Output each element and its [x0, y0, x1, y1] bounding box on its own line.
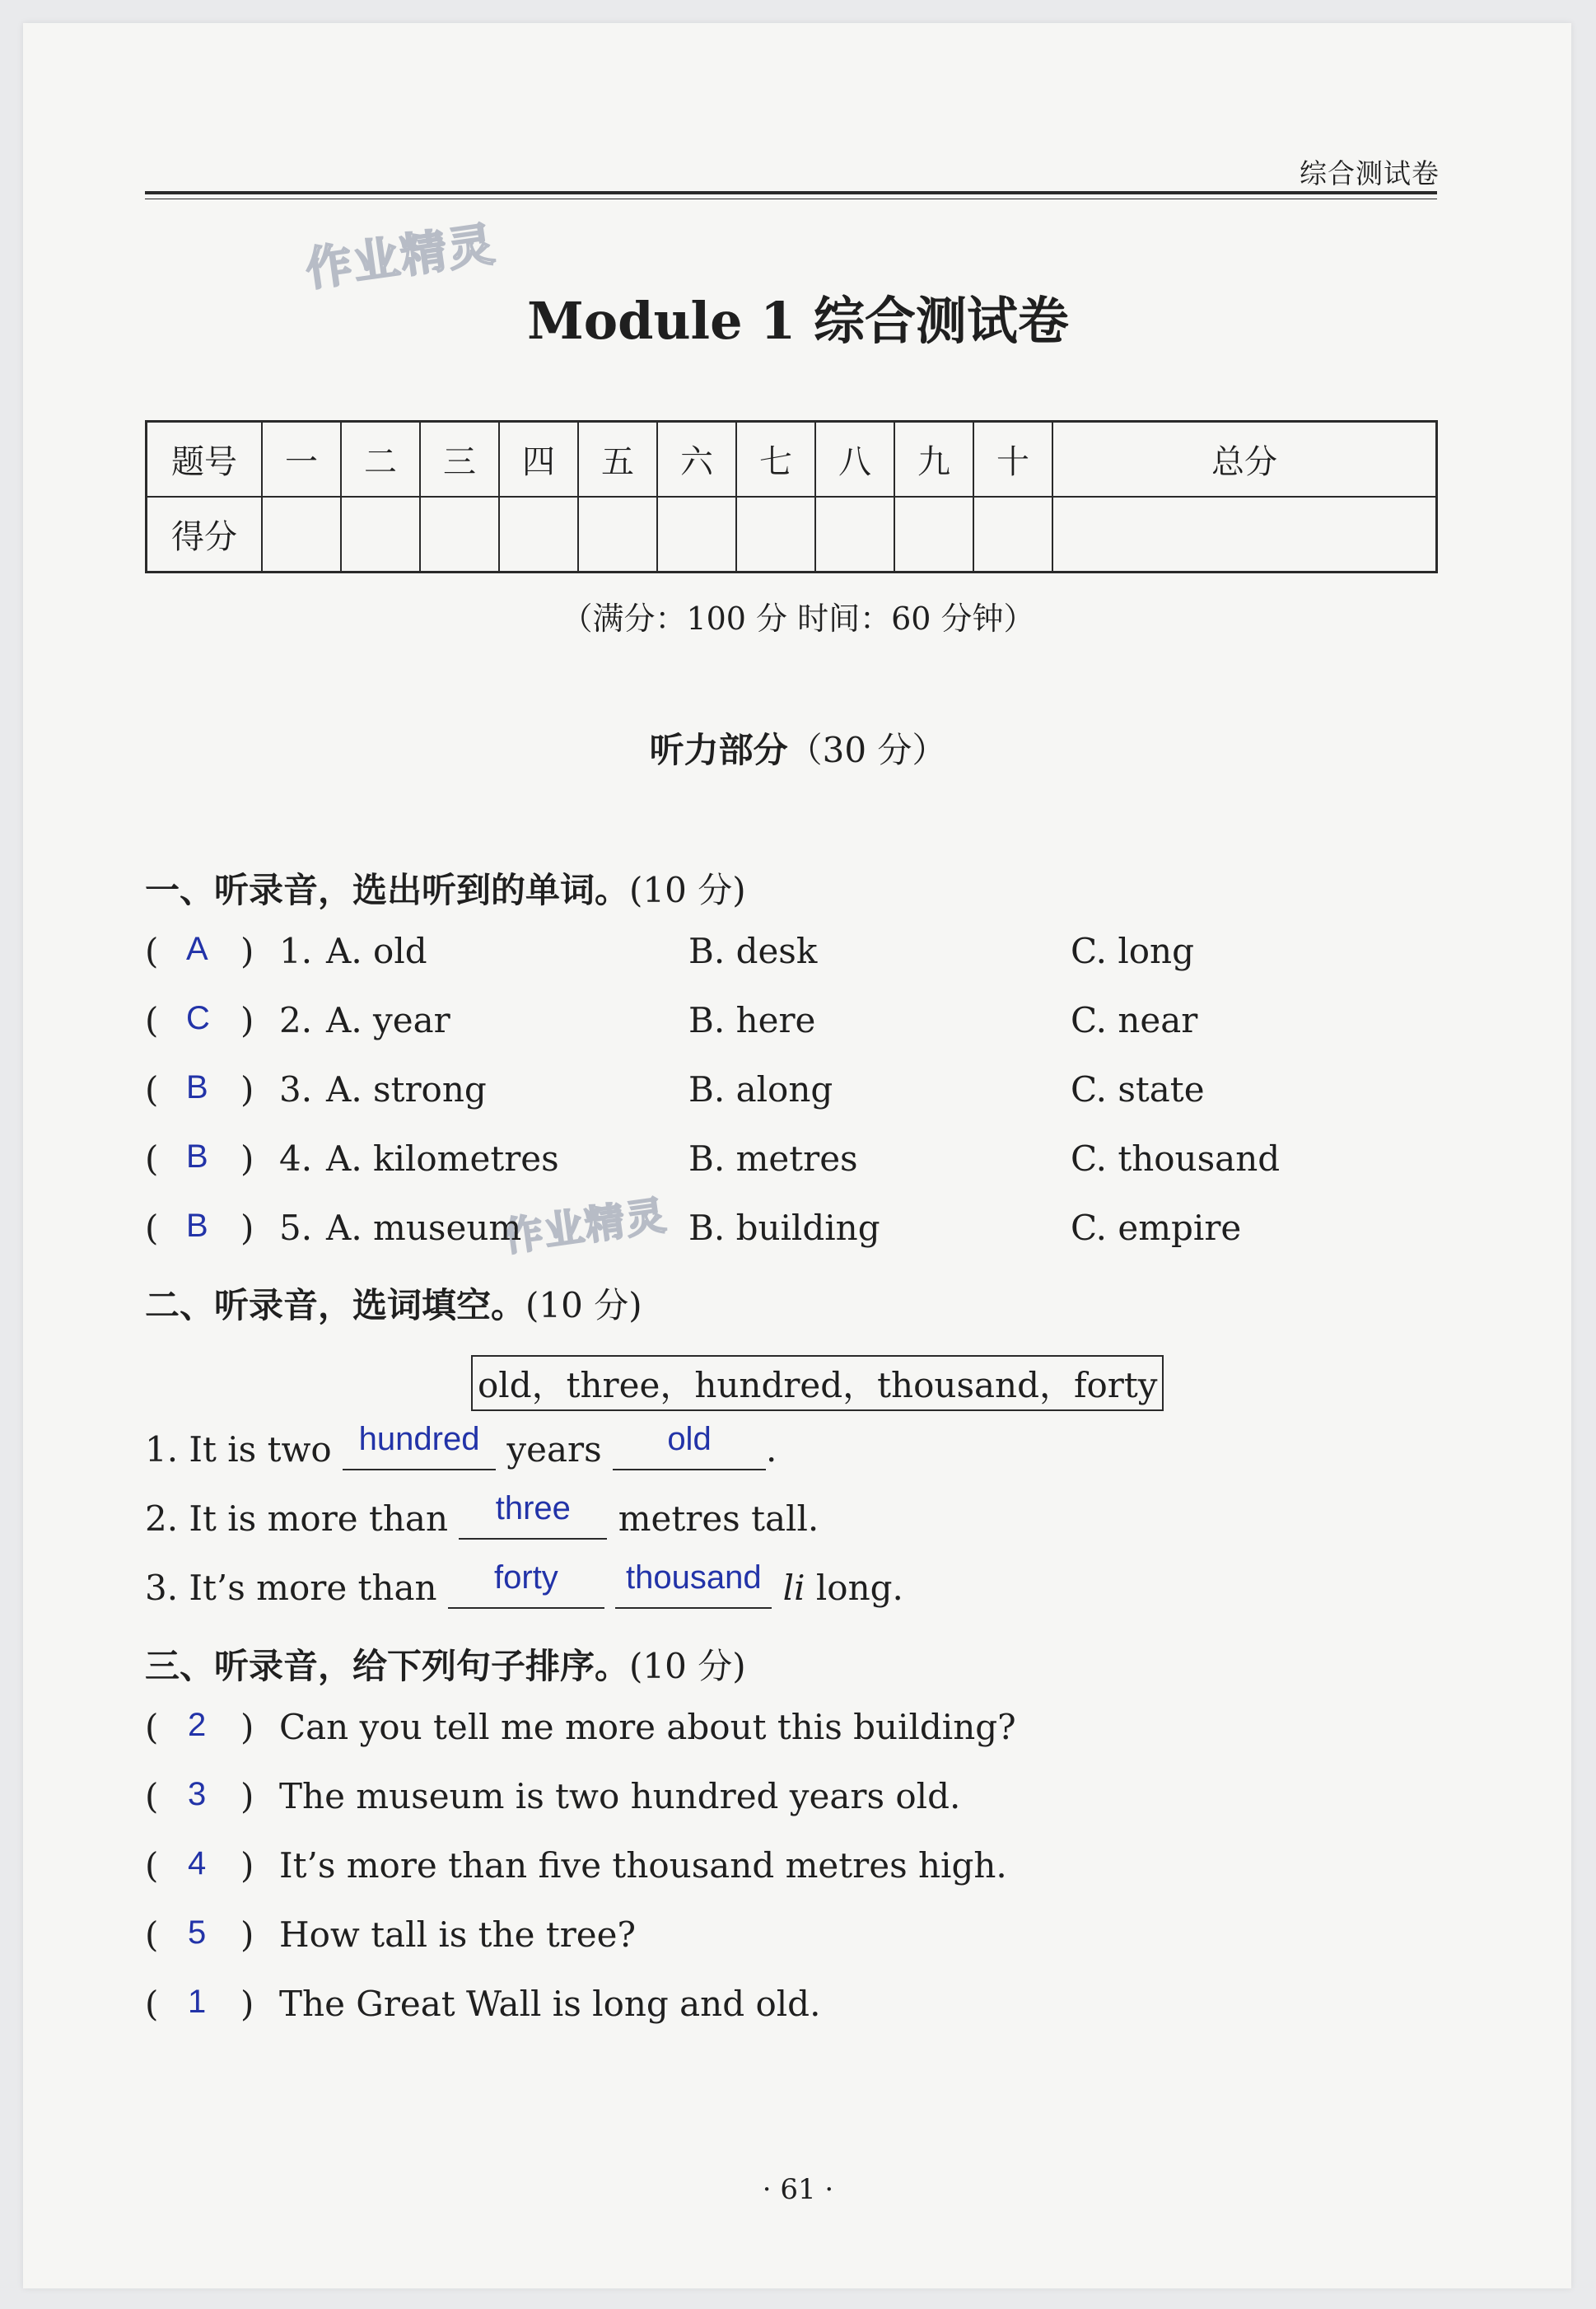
- option-b: B. desk: [688, 931, 818, 971]
- handwritten-answer: forty: [494, 1559, 558, 1596]
- handwritten-answer: B: [186, 1208, 208, 1244]
- score-cell: 二: [341, 422, 420, 498]
- page-title: Module 1 综合测试卷: [527, 291, 1069, 351]
- fill-sentence: [145, 1559, 903, 1609]
- score-row-label: 得分: [147, 497, 263, 573]
- sentence-text: 1. It is two: [145, 1429, 343, 1470]
- question-points: (10 分): [525, 1285, 642, 1325]
- score-cell: 六: [657, 422, 736, 498]
- option-b: B. metres: [688, 1138, 858, 1179]
- score-cell: 题号: [147, 422, 263, 498]
- paren-open: (: [145, 1845, 159, 1886]
- score-blank-cell: [973, 497, 1052, 573]
- handwritten-answer: 2: [188, 1707, 207, 1743]
- question-heading: [145, 1278, 642, 1328]
- sentence-text: 2. It is more than: [145, 1498, 460, 1539]
- order-row: [145, 1776, 1463, 1825]
- option-c: C. near: [1071, 1000, 1198, 1040]
- handwritten-answer: B: [186, 1069, 208, 1105]
- item-number: 5.: [279, 1208, 313, 1248]
- option-b: B. building: [688, 1208, 880, 1248]
- question-heading: [145, 863, 746, 913]
- handwritten-answer: old: [667, 1421, 712, 1457]
- handwritten-answer: 4: [188, 1845, 207, 1881]
- order-sentence: It’s more than five thousand metres high.: [279, 1845, 1007, 1886]
- option-a: A. museum: [326, 1208, 522, 1248]
- paren-close: ): [240, 1914, 254, 1955]
- section-name: 听力部分: [649, 730, 788, 770]
- score-blank-cell: [815, 497, 894, 573]
- paren-close: ): [240, 1776, 254, 1816]
- header-rule: [145, 191, 1437, 194]
- score-cell: 七: [736, 422, 815, 498]
- score-blank-cell: [341, 497, 420, 573]
- answer-blank: [343, 1421, 496, 1470]
- option-c: C. empire: [1071, 1208, 1242, 1248]
- word-bank-box: old，three，hundred，thousand，forty: [471, 1355, 1164, 1411]
- question-heading: [145, 1639, 746, 1689]
- exam-meta: （满分：100 分 时间：60 分钟）: [561, 601, 1035, 637]
- option-a: A. kilometres: [326, 1138, 559, 1179]
- paren-close: ): [240, 1984, 254, 2024]
- option-a: A. old: [326, 931, 427, 971]
- option-b: B. along: [688, 1069, 833, 1110]
- question-points: (10 分): [629, 870, 746, 910]
- sentence-text: long.: [805, 1568, 903, 1608]
- score-blank-cell: [894, 497, 973, 573]
- order-sentence: The Great Wall is long and old.: [279, 1984, 821, 2024]
- score-table: [145, 420, 1438, 573]
- handwritten-answer: 5: [188, 1914, 207, 1951]
- sentence-text: 3. It’s more than: [145, 1568, 448, 1608]
- question-heading-text: 三、听录音，给下列句子排序。: [145, 1646, 630, 1686]
- choice-row: [145, 931, 1463, 980]
- handwritten-answer: A: [186, 931, 208, 967]
- order-row: [145, 1914, 1463, 1964]
- item-number: 3.: [279, 1069, 313, 1110]
- score-table-header-row: [147, 422, 1437, 498]
- item-number: 1.: [279, 931, 313, 971]
- watermark-logo: 作业精灵: [302, 217, 500, 297]
- item-number: 2.: [279, 1000, 313, 1040]
- score-cell: 八: [815, 422, 894, 498]
- score-blank-cell: [499, 497, 578, 573]
- option-a: A. strong: [326, 1069, 487, 1110]
- sentence-text: years: [496, 1429, 614, 1470]
- paren-close: ): [240, 931, 254, 971]
- score-table-score-row: [147, 497, 1437, 573]
- score-cell: 四: [499, 422, 578, 498]
- paren-open: (: [145, 1984, 159, 2024]
- fill-sentence: [145, 1421, 777, 1470]
- option-c: C. thousand: [1071, 1138, 1281, 1179]
- choice-row: [145, 1138, 1463, 1188]
- score-blank-cell: [262, 497, 341, 573]
- order-row: [145, 1845, 1463, 1895]
- paren-open: (: [145, 931, 159, 971]
- sentence-text: [604, 1568, 615, 1608]
- watermark-logo: 作业精灵: [500, 1192, 670, 1261]
- order-sentence: How tall is the tree?: [279, 1914, 637, 1955]
- score-blank-cell: [578, 497, 657, 573]
- paren-open: (: [145, 1776, 159, 1816]
- score-cell-total: 总分: [1052, 422, 1437, 498]
- fill-sentence: [145, 1490, 819, 1540]
- question-heading-text: 二、听录音，选词填空。: [145, 1285, 526, 1325]
- paren-close: ): [240, 1138, 254, 1179]
- score-cell: 九: [894, 422, 973, 498]
- score-blank-cell: [1052, 497, 1437, 573]
- answer-blank: [613, 1421, 766, 1470]
- score-cell: 一: [262, 422, 341, 498]
- paren-open: (: [145, 1069, 159, 1110]
- order-row: [145, 1707, 1463, 1756]
- paren-open: (: [145, 1208, 159, 1248]
- score-cell: 十: [973, 422, 1052, 498]
- handwritten-answer: thousand: [625, 1559, 762, 1596]
- paren-open: (: [145, 1707, 159, 1747]
- order-sentence: The museum is two hundred years old.: [279, 1776, 961, 1816]
- score-blank-cell: [736, 497, 815, 573]
- handwritten-answer: C: [186, 1000, 210, 1036]
- paren-close: ): [240, 1069, 254, 1110]
- item-number: 4.: [279, 1138, 313, 1179]
- choice-row: [145, 1069, 1463, 1119]
- paren-close: ): [240, 1707, 254, 1747]
- choice-row: [145, 1208, 1463, 1257]
- answer-blank: [459, 1490, 607, 1540]
- handwritten-answer: B: [186, 1138, 208, 1175]
- handwritten-answer: hundred: [358, 1421, 480, 1457]
- header-label: 综合测试卷: [1300, 157, 1440, 189]
- order-sentence: Can you tell me more about this building?: [279, 1707, 1016, 1747]
- option-c: C. state: [1071, 1069, 1205, 1110]
- paren-open: (: [145, 1000, 159, 1040]
- order-row: [145, 1984, 1463, 2033]
- option-b: B. here: [688, 1000, 816, 1040]
- score-blank-cell: [420, 497, 499, 573]
- question-heading-text: 一、听录音，选出听到的单词。: [145, 870, 630, 910]
- sentence-text: .: [766, 1429, 777, 1470]
- choice-row: [145, 1000, 1463, 1049]
- sentence-italic-word: li: [772, 1568, 805, 1608]
- paren-open: (: [145, 1914, 159, 1955]
- answer-blank: [448, 1559, 604, 1609]
- option-c: C. long: [1071, 931, 1194, 971]
- paren-open: (: [145, 1138, 159, 1179]
- handwritten-answer: 1: [188, 1984, 207, 2020]
- section-title: [0, 723, 1596, 773]
- paren-close: ): [240, 1845, 254, 1886]
- question-points: (10 分): [629, 1646, 746, 1686]
- page-number: · 61 ·: [762, 2173, 834, 2206]
- handwritten-answer: 3: [188, 1776, 207, 1812]
- answer-blank: [615, 1559, 772, 1609]
- paren-close: ): [240, 1000, 254, 1040]
- option-a: A. year: [326, 1000, 450, 1040]
- paren-close: ): [240, 1208, 254, 1248]
- section-points: （30 分）: [787, 730, 947, 770]
- handwritten-answer: three: [495, 1490, 571, 1526]
- score-cell: 五: [578, 422, 657, 498]
- score-blank-cell: [657, 497, 736, 573]
- score-cell: 三: [420, 422, 499, 498]
- sentence-text: metres tall.: [607, 1498, 819, 1539]
